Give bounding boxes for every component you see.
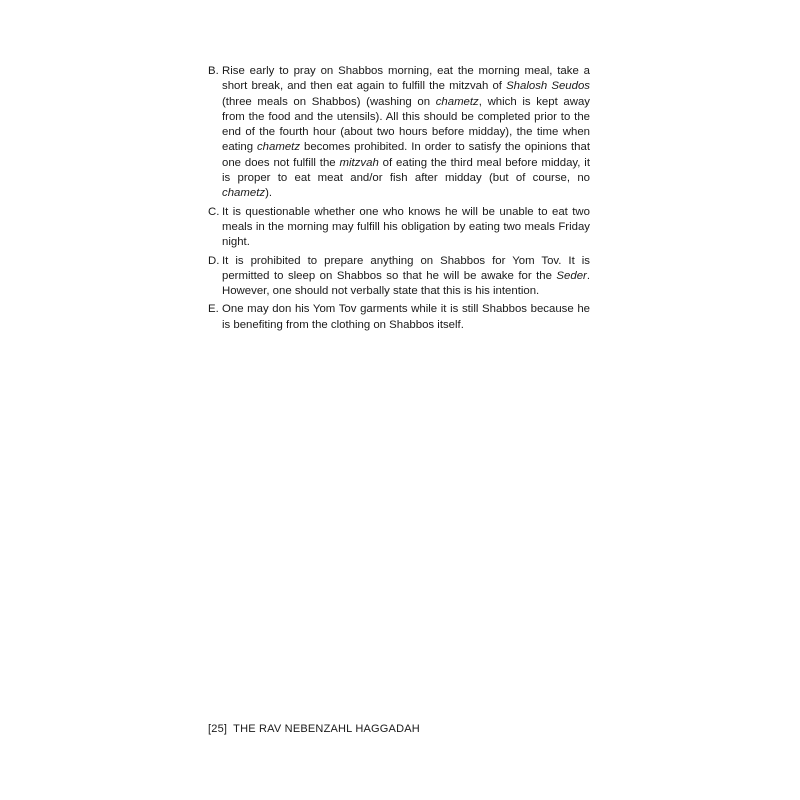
text-segment: becomes prohibited. In order to satisfy the opinions that one does not fulfill the [222, 141, 591, 169]
text-segment: (three meals on Shabbos) (washing on [222, 95, 436, 108]
text-segment: of eating the third meal before midday, it is proper to eat meat and/or fish after midday (but of course, no [222, 156, 590, 185]
text-segment: Rise early to pray on Shabbos morning, eat the morning meal, take a short break, and then eat again to fulfill the mitzvah of [222, 65, 590, 93]
text-segment: , which is kept away from the food and the utensils). All this should be completed prior to the end of the fourth hour (about two hours before midday), the time when eating [222, 95, 590, 154]
list-item-b [208, 64, 590, 202]
italic-term: Seder [556, 269, 587, 282]
list-item-text [222, 205, 590, 251]
list-item-d [208, 254, 590, 300]
list-item-c [208, 205, 590, 251]
italic-term: chametz [256, 141, 301, 154]
text-segment: It is questionable whether one who knows he will be unable to eat two meals in the morning may fulfill his obligation by eating two meals Friday night. [222, 205, 590, 249]
list-item-letter: B. [208, 65, 219, 77]
list-item-text [222, 64, 590, 202]
italic-term: mitzvah [339, 156, 379, 169]
text-segment: ). [265, 187, 273, 200]
list-item-text [222, 254, 590, 300]
italic-term: chametz [435, 95, 479, 108]
list-item-text [222, 302, 590, 333]
text-segment: . However, one should not verbally state that this is his intention. [222, 269, 590, 298]
page-number: [25] [208, 723, 228, 735]
text-segment: One may don his Yom Tov garments while it is still Shabbos because he is benefiting from the clothing on Shabbos itself. [222, 303, 590, 331]
list-item-e [208, 302, 590, 333]
list-item-letter: D. [208, 254, 220, 267]
page-footer [208, 723, 420, 735]
italic-term: Shalosh Seudos [506, 80, 590, 93]
content-body [208, 64, 590, 336]
list-item-letter: C. [208, 205, 220, 218]
running-title: THE RAV NEBENZAHL HAGGADAH [233, 723, 420, 735]
text-segment: It is prohibited to prepare anything on Shabbos for Yom Tov. It is permitted to sleep on Shabbos so that he will be awake for the [222, 254, 590, 282]
list-item-letter: E. [208, 303, 219, 316]
italic-term: chametz [222, 187, 266, 200]
